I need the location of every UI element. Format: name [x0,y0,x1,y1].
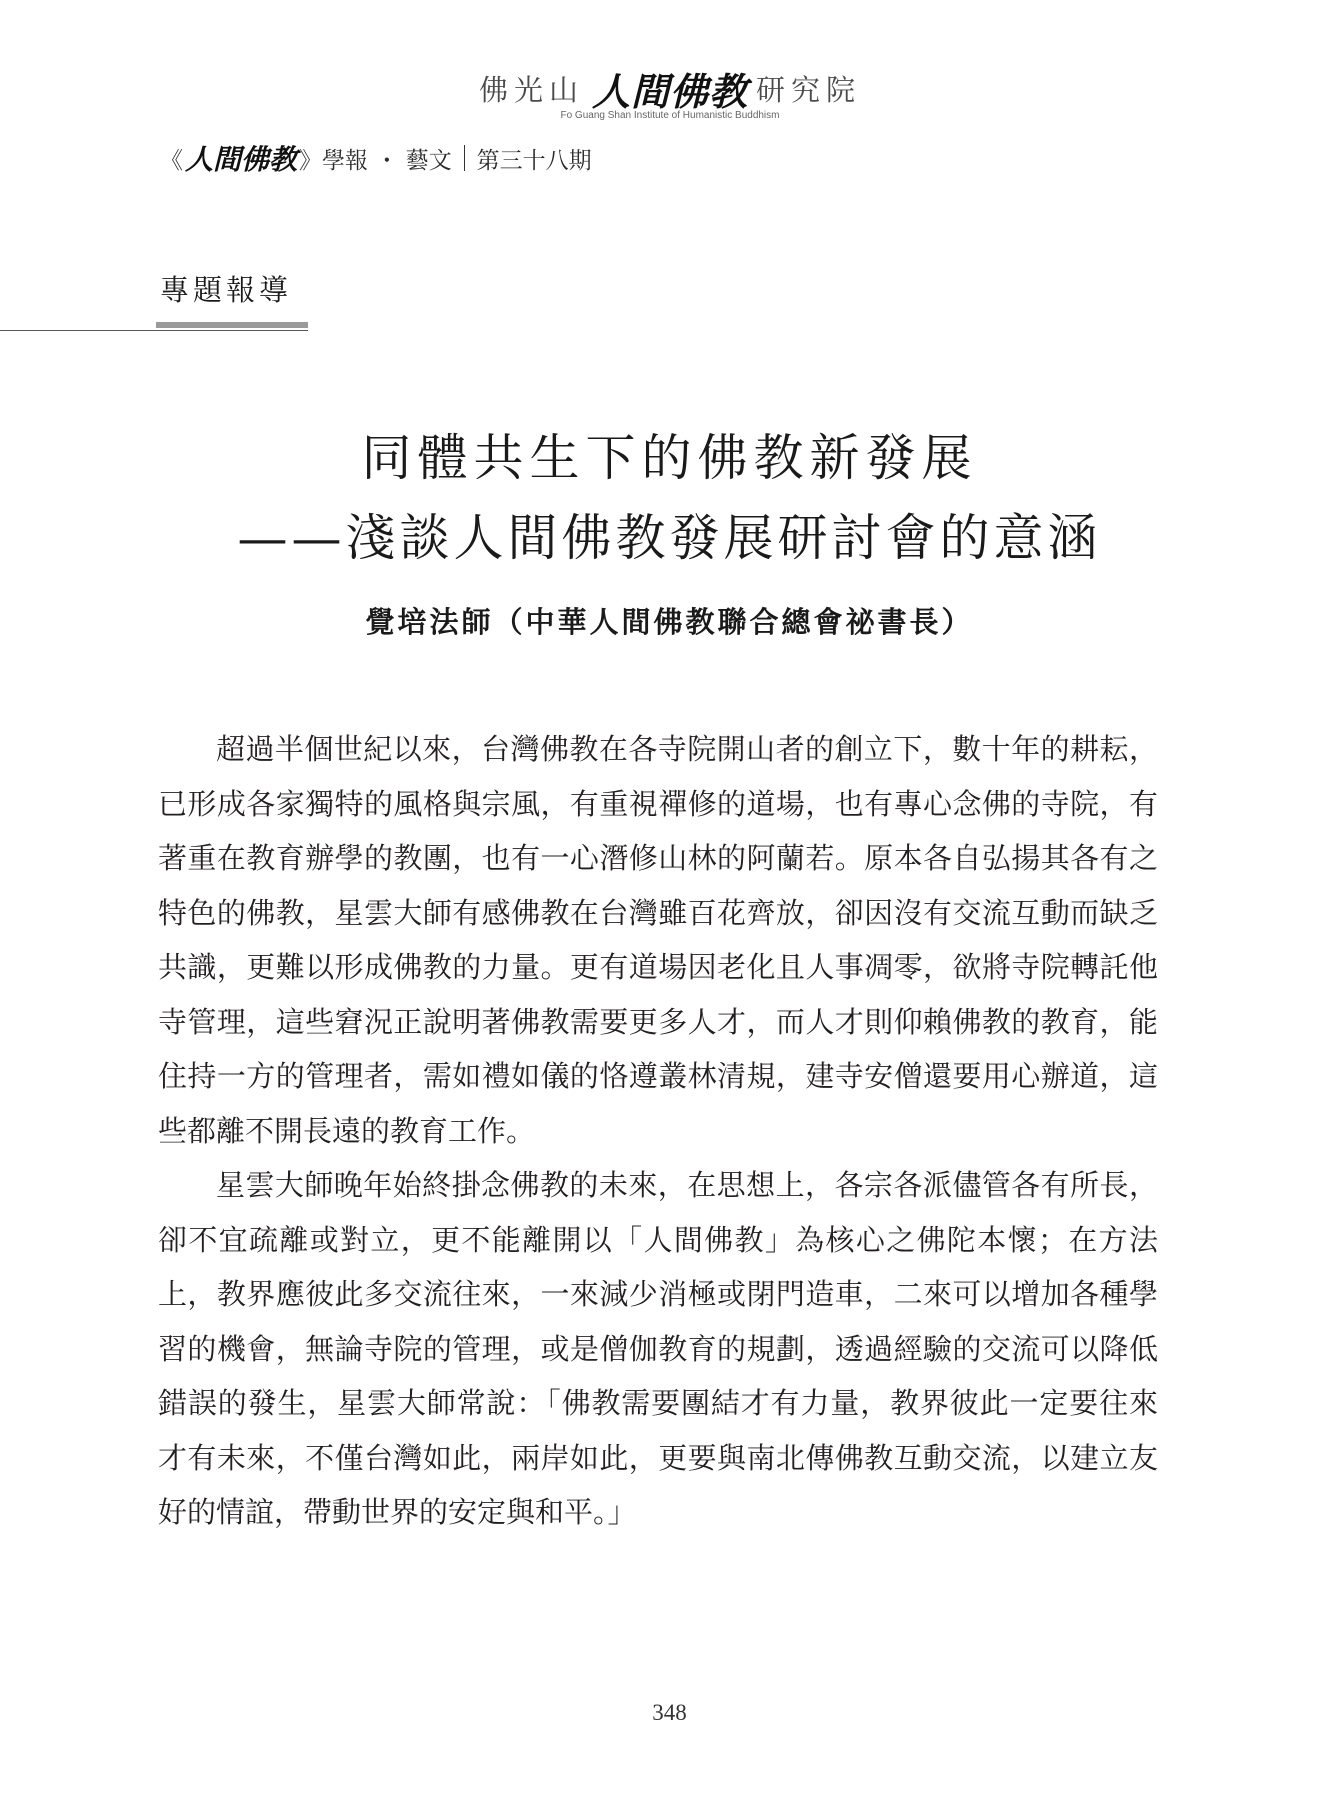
journal-title-rest: 》學報 ・ 藝文 [299,147,452,174]
header-divider [464,145,465,171]
article-body [158,722,1158,1540]
institute-name-right: 研究院 [756,72,862,107]
institute-brand-calligraphy: 人間佛教 [591,68,748,114]
body-paragraph: 星雲大師晚年始終掛念佛教的未來，在思想上，各宗各派儘管各有所長，卻不宜疏離或對立，更不能離開以「人間佛教」為核心之佛陀本懷；在方法上，教界應彼此多交流往來，一來減少消極或閉門造車，二來可以增加各種學習的機會，無論寺院的管理，或是僧伽教育的規劃，透過經驗的交流可以降低錯誤的發生，星雲大師常說：「佛教需要團結才有力量，教界彼此一定要往來才有未來，不僅台灣如此，兩岸如此，更要與南北傳佛教互動交流，以建立友好的情誼，帶動世界的安定與和平。」 [158,1168,1158,1529]
section-underline-rule [0,330,308,331]
article-title: 同體共生下的佛教新發展 [361,429,978,487]
page-number: 348 [652,1700,687,1725]
section-label: 專題報導 [160,273,293,307]
section-underline-bar [156,322,308,328]
journal-running-header [160,138,592,178]
body-paragraph: 超過半個世紀以來，台灣佛教在各寺院開山者的創立下，數十年的耕耘，已形成各家獨特的風格與宗風，有重視禪修的道場，也有專心念佛的寺院，有著重在教育辦學的教團，也有一心潛修山林的阿蘭若。原本各自弘揚其各有之特色的佛教，星雲大師有感佛教在台灣雖百花齊放，卻因沒有交流互動而缺乏共識，更難以形成佛教的力量。更有道場因老化且人事凋零，欲將寺院轉託他寺管理，這些窘況正說明著佛教需要更多人才，而人才則仰賴佛教的教育，能住持一方的管理者，需如禮如儀的恪遵叢林清規，建寺安僧還要用心辦道，這些都離不開長遠的教育工作。 [158,732,1158,1148]
journal-issue: 第三十八期 [476,147,592,174]
article-author: 覺培法師（中華人間佛教聯合總會祕書長） [365,605,974,639]
journal-title-open: 《 [160,147,183,174]
institute-english-name: Fo Guang Shan Institute of Humanistic Buddhism [560,110,780,121]
journal-brand-calligraphy: 人間佛教 [185,143,298,176]
institute-name-left: 佛光山 [478,72,584,107]
institute-logo [460,66,880,114]
article-subtitle: ——淺談人間佛教發展研討會的意涵 [237,509,1102,567]
